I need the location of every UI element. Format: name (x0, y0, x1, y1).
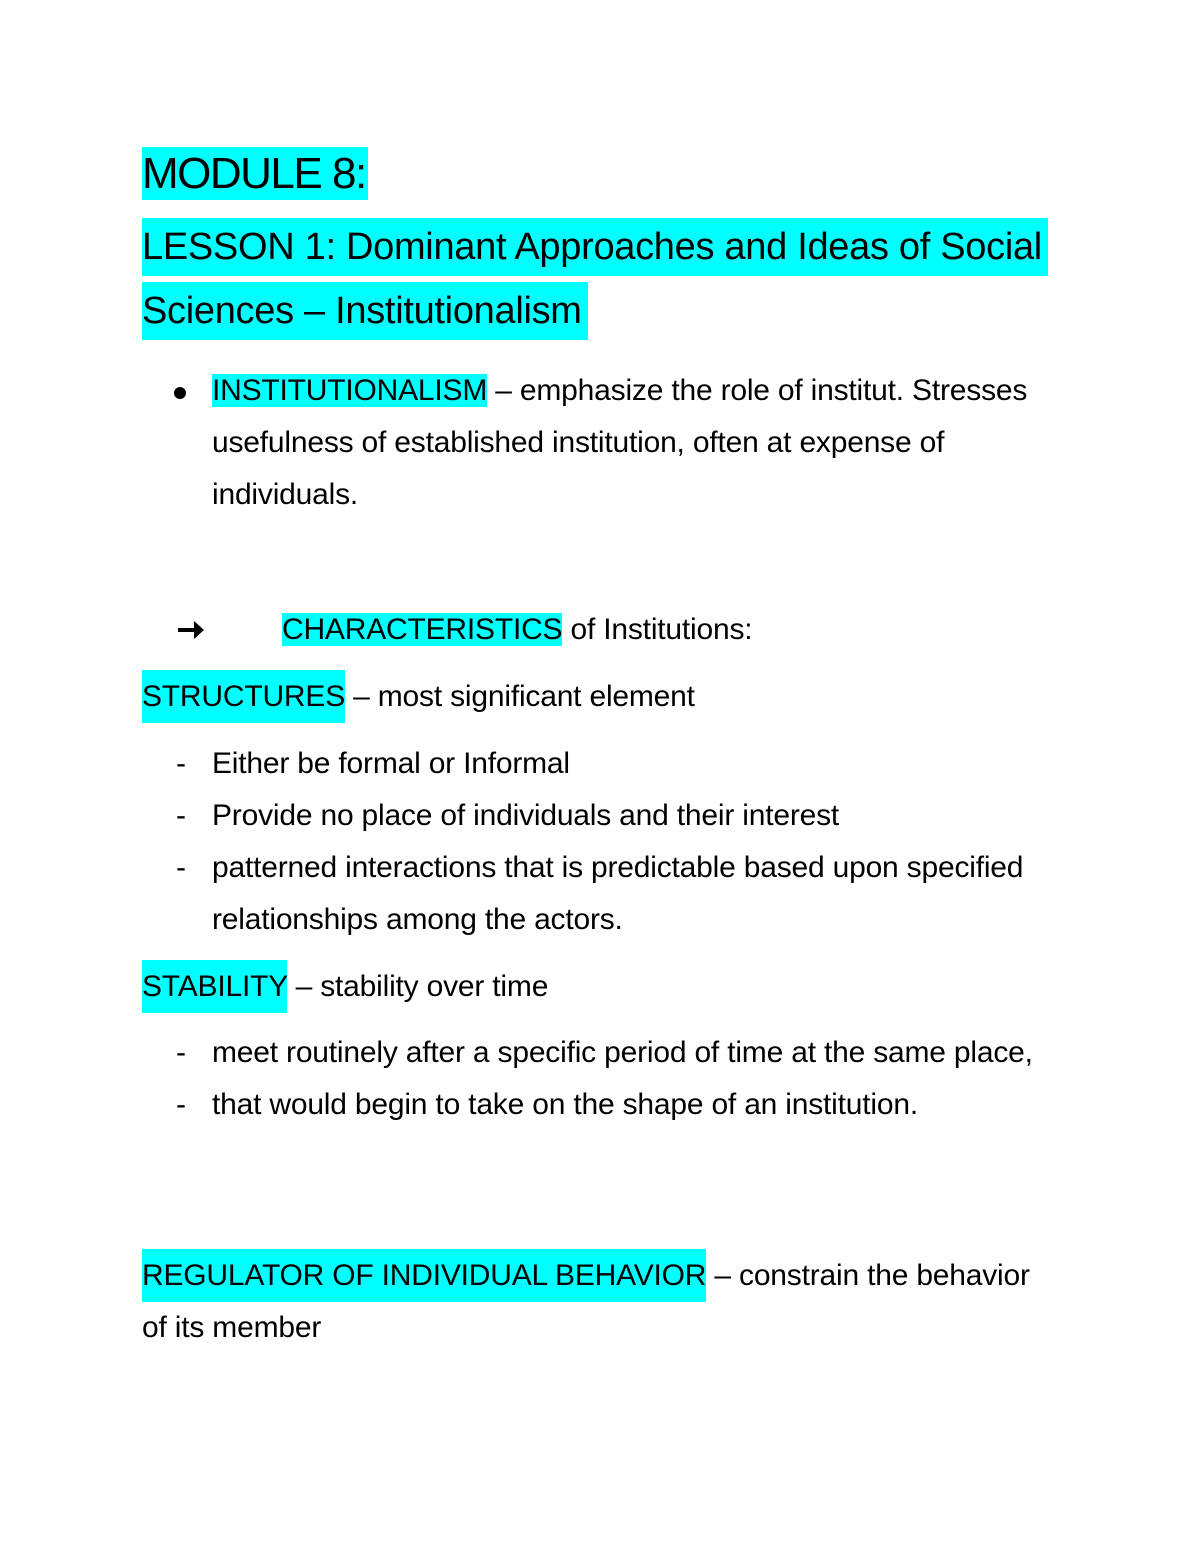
characteristics-suffix: of Institutions: (562, 613, 753, 646)
right-arrow-icon (176, 618, 206, 642)
structures-term: STRUCTURES (142, 670, 345, 723)
list-item (142, 790, 1102, 842)
list-item-text: that would begin to take on the shape of an institution. (212, 1088, 918, 1121)
dash-marker: - (176, 747, 186, 780)
module-title (142, 138, 368, 210)
characteristics-term: CHARACTERISTICS (282, 613, 563, 646)
dash-marker: - (176, 1036, 186, 1069)
list-item-text: Provide no place of individuals and their interest (212, 799, 840, 832)
lesson-title-text: LESSON 1: Dominant Approaches and Ideas of Social Sciences – Institutionalism (142, 218, 1048, 340)
dash-marker: - (176, 1088, 186, 1121)
bullet-dot-icon (174, 387, 186, 399)
module-title-text: MODULE 8: (142, 149, 366, 198)
structures-list (142, 738, 1102, 946)
stability-list (142, 1027, 1102, 1131)
institutionalism-text (212, 365, 1072, 521)
institutionalism-term: INSTITUTIONALISM (212, 374, 488, 407)
list-item-text: meet routinely after a specific period of time at the same place, (212, 1036, 1033, 1069)
stability-term: STABILITY (142, 960, 287, 1013)
list-item-text: Either be formal or Informal (212, 747, 570, 780)
stability-definition: – stability over time (287, 970, 549, 1003)
lesson-title (142, 215, 1102, 343)
institutionalism-definition: – emphasize the role of institut. Stresses usefulness of established institution, often at expense of individuals. (212, 374, 1028, 511)
list-item (142, 842, 1102, 946)
dash-marker: - (176, 851, 186, 884)
stability-heading (142, 961, 1102, 1013)
list-item (142, 1027, 1102, 1079)
structures-heading (142, 671, 1102, 723)
dash-marker: - (176, 799, 186, 832)
structures-definition: – most significant element (345, 680, 695, 713)
list-item (142, 1079, 1102, 1131)
regulator-heading (142, 1250, 1042, 1354)
regulator-term: REGULATOR OF INDIVIDUAL BEHAVIOR (142, 1249, 706, 1302)
regulator-definition: – constrain the behavior of its member (142, 1259, 1030, 1344)
characteristics-text (282, 604, 752, 656)
list-item (142, 738, 1102, 790)
list-item-text: patterned interactions that is predictable based upon specified relationships among the actors. (212, 851, 1024, 936)
